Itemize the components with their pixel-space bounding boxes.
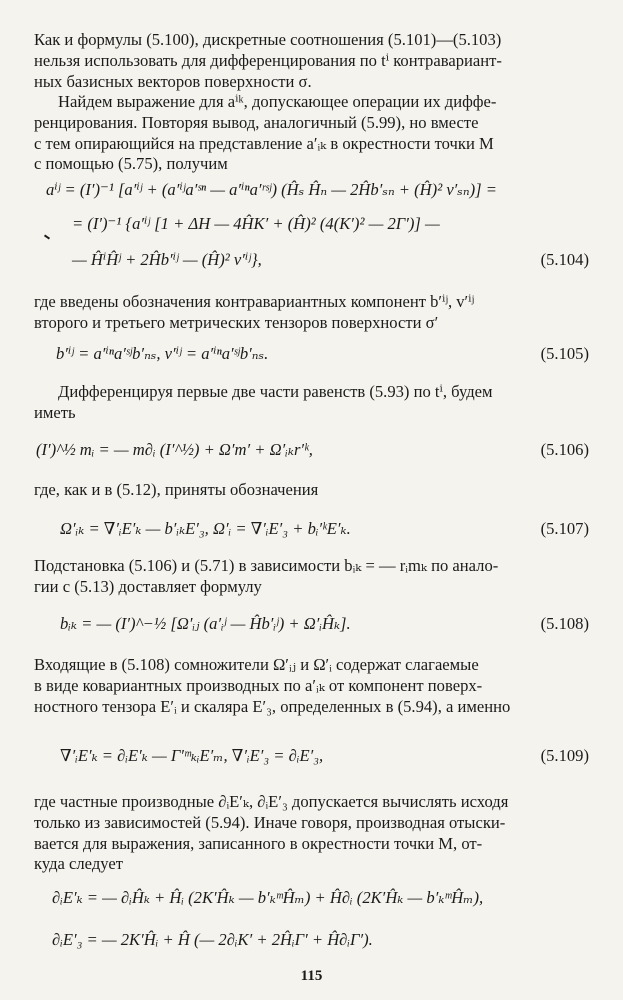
formula: (I′)^½ mᵢ = — m∂ᵢ (I′^½) + Ω′m′ + Ω′ᵢₖr′ᵏ, xyxy=(36,440,313,459)
text-line: где частные производные ∂ᵢE′ₖ, ∂ᵢE′₃ допускается вычислять исходя xyxy=(34,792,509,811)
formula: ∇′ᵢE′ₖ = ∂ᵢE′ₖ — Γ′ᵐₖᵢE′ₘ, ∇′ᵢE′₃ = ∂ᵢE′₃, xyxy=(60,746,324,765)
text-line: где, как и в (5.12), приняты обозначения xyxy=(34,480,319,499)
equation-number: (5.105) xyxy=(540,344,589,363)
formula: = (I′)⁻¹ {a′ⁱʲ [1 + ΔH — 4ĤK′ + (Ĥ)² (4(K′)² — 2Γ′)] — xyxy=(72,214,440,233)
text-line: вается для выражения, записанного в окрестности точки M, от- xyxy=(34,833,483,853)
text-line: где введены обозначения контравариантных компонент b′ⁱʲ, v′ⁱʲ xyxy=(34,292,475,311)
formula: Ω′ᵢₖ = ∇′ᵢE′ₖ — b′ᵢₖE′₃, Ω′ᵢ = ∇′ᵢE′₃ + bᵢ′ᵏE′ₖ. xyxy=(60,519,351,538)
text-line: куда следует xyxy=(34,854,123,874)
formula: ∂ᵢE′₃ = — 2K′Ĥᵢ + Ĥ (— 2∂ᵢK′ + 2ĤᵢΓ′ + Ĥ∂ᵢΓ′). xyxy=(52,930,373,949)
text-line: нельзя использовать для дифференцирования по tⁱ контравариант- xyxy=(34,50,502,70)
paragraph-3 xyxy=(34,292,590,334)
text-line: Дифференцируя первые две части равенств (5.93) по tⁱ, будем xyxy=(58,382,493,401)
formula: bᵢₖ = — (I′)^−½ [Ω′ᵢⱼ (a′ᵢʲ — Ĥb′ᵢʲ) + Ω′ᵢĤₖ]. xyxy=(60,614,351,633)
paragraph-1 xyxy=(34,30,590,92)
text-line: Как и формулы (5.100), дискретные соотношения (5.101)—(5.103) xyxy=(34,30,502,49)
paragraph-6 xyxy=(34,556,590,598)
equation-number: (5.107) xyxy=(540,519,589,538)
equation-number: (5.108) xyxy=(540,614,589,633)
formula: aⁱʲ = (I′)⁻¹ [a′ⁱʲ + (a′ⁱʲa′ˢⁿ — a′ⁱⁿa′ʳˢʲ) (Ĥₛ Ĥₙ — 2Ĥb′ₛₙ + (Ĥ)² v′ₛₙ)] = xyxy=(46,180,497,199)
equation-5-108 xyxy=(0,610,623,638)
text-line: ностного тензора E′ᵢ и скаляра E′₃, определенных в (5.94), а именно xyxy=(34,696,511,716)
text-line: второго и третьего метрических тензоров поверхности σ′ xyxy=(34,312,439,332)
equation-5-107 xyxy=(0,515,623,543)
text-line: с тем опирающийся на представление a′ᵢₖ в окрестности точки M xyxy=(34,133,494,153)
paragraph-5 xyxy=(34,480,590,501)
equation-5-104-line-2 xyxy=(0,210,623,238)
equation-number: (5.109) xyxy=(540,746,589,765)
text-line: с помощью (5.75), получим xyxy=(34,154,228,174)
text-line: гии с (5.13) доставляет формулу xyxy=(34,576,262,596)
equation-number: (5.104) xyxy=(540,250,589,269)
equation-5-109 xyxy=(0,742,623,770)
text-line: в виде ковариантных производных по a′ᵢₖ от компонент поверх- xyxy=(34,675,483,695)
page-number: 115 xyxy=(300,968,323,984)
text-line: Подстановка (5.106) и (5.71) в зависимости bᵢₖ = — rᵢmₖ по анало- xyxy=(34,556,499,575)
equation-final-line-2 xyxy=(0,926,623,954)
paragraph-8 xyxy=(34,792,590,875)
text-line: Входящие в (5.108) сомножители Ω′ᵢⱼ и Ω′ᵢ содержат слагаемые xyxy=(34,655,479,674)
equation-5-104-line-1 xyxy=(0,176,623,204)
equation-5-104-line-3 xyxy=(0,246,623,274)
text-line: ных базисных векторов поверхности σ. xyxy=(34,71,312,91)
equation-5-106 xyxy=(0,436,623,464)
text-line: иметь xyxy=(34,402,76,422)
paragraph-2 xyxy=(34,92,590,175)
paragraph-7 xyxy=(34,655,590,717)
formula: ∂ᵢE′ₖ = — ∂ᵢĤₖ + Ĥᵢ (2K′Ĥₖ — b′ₖᵐĤₘ) + Ĥ∂ᵢ (2K′Ĥₖ — b′ₖᵐĤₘ), xyxy=(52,888,484,907)
text-line: только из зависимостей (5.94). Иначе говоря, производная отыски- xyxy=(34,812,506,832)
formula: — ĤⁱĤʲ + 2Ĥb′ⁱʲ — (Ĥ)² v′ⁱʲ}, xyxy=(72,250,262,269)
formula: b′ⁱʲ = a′ⁱⁿa′ˢʲb′ₙₛ, v′ⁱʲ = a′ⁱⁿa′ˢʲb′ₙₛ. xyxy=(56,344,269,363)
equation-final-line-1 xyxy=(0,884,623,912)
equation-5-105 xyxy=(0,340,623,368)
paragraph-4 xyxy=(34,382,590,424)
text-line: ренцирования. Повторяя вывод, аналогичный (5.99), но вместе xyxy=(34,112,479,132)
text-line: Найдем выражение для aⁱᵏ, допускающее операции их диффе- xyxy=(58,92,497,111)
equation-number: (5.106) xyxy=(540,440,589,459)
